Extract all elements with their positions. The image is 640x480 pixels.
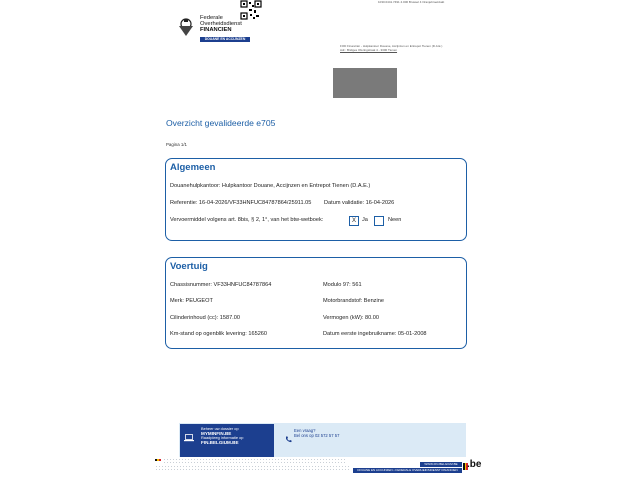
vermogen-field: Vermogen (kW): 80.00 xyxy=(323,315,379,321)
flag-mark xyxy=(155,459,161,461)
km-field: Km-stand op ogenblik levering: 165260 xyxy=(170,331,268,337)
address-line-1: FOD Financiën - Hulpkantoor Douane, Accijnzen en Entrepot Tienen (D.A.E.) xyxy=(340,44,443,48)
top-right-text: 1030.0441.7491 4.000 Brussel 4 Oranjebroekzakt xyxy=(378,0,445,4)
agency-banner xyxy=(200,37,250,42)
section-algemeen xyxy=(165,158,467,241)
agency-line-1: Federale xyxy=(200,15,223,21)
footer-dot-pattern-2 xyxy=(155,465,351,471)
modulo-field: Modulo 97: 561 xyxy=(323,282,362,288)
url-bar[interactable] xyxy=(420,462,462,467)
section-title-voertuig: Voertuig xyxy=(170,261,208,272)
cilinder-field: Cilinderinhoud (cc): 1587.00 xyxy=(170,315,240,321)
redacted-block xyxy=(333,68,397,98)
myminfin-intro: Beheer uw dossier op xyxy=(201,426,239,431)
bottom-bar-label: DOUANE EN ACCIJNZEN • FEDERALE OVERHEIDSDIENST FINANCIEN xyxy=(357,468,458,472)
contact-phone[interactable]: Bel ons op 02 572 57 57 xyxy=(294,433,340,438)
datum-validatie-field: Datum validatie: 16-04-2026 xyxy=(324,200,395,206)
checkbox-ja-label: Ja xyxy=(362,217,368,223)
url-bar-label: WWW.FIN.BELGIUM.BE xyxy=(424,462,458,466)
footer-dot-pattern-1 xyxy=(163,458,345,464)
laptop-icon xyxy=(184,429,194,437)
agency-banner-label: DOUANE EN ACCIJNZEN xyxy=(204,37,246,41)
address-line-2: Adr.: Bridges Oferingstraat 4 - 3300 Tienen xyxy=(340,48,398,52)
page-indicator: Pagina 1/1 xyxy=(166,142,187,147)
finbelgium-link[interactable]: FIN.BELGIUM.BE xyxy=(201,439,239,445)
myminfin-box[interactable] xyxy=(180,424,274,457)
referentie-field: Referentie: 16-04-2026/VF33HNFUC84787864/25911.05 xyxy=(170,200,312,206)
checkbox-ja[interactable]: X xyxy=(349,216,359,226)
finbelgium-intro: Raadpleeg informatie op xyxy=(201,435,244,441)
contact-question: Een vraag? xyxy=(294,428,316,433)
contact-box xyxy=(283,424,433,457)
section-voertuig xyxy=(165,257,467,349)
be-logo xyxy=(463,459,482,473)
agency-line-3: FINANCIEN xyxy=(200,27,232,34)
phone-icon xyxy=(285,430,292,437)
document-title: Overzicht gevalideerde e705 xyxy=(166,118,276,128)
vervoermiddel-label: Vervoermiddel volgens art. 8bis, § 2, 1°, van het btw-wetboek: xyxy=(170,217,324,223)
bottom-bar xyxy=(353,468,462,473)
chassis-field: Chassisnummer: VF33HNFUC84787864 xyxy=(170,282,272,288)
section-title-algemeen: Algemeen xyxy=(170,162,216,173)
belgian-crest-logo xyxy=(175,16,197,38)
merk-field: Merk: PEUGEOT xyxy=(170,298,213,304)
checkbox-neen[interactable] xyxy=(374,216,384,226)
office-field: Douanehulpkantoor: Hulpkantoor Douane, Accijnzen en Entrepot Tienen (D.A.E.) xyxy=(170,183,371,189)
be-logo-text: .be xyxy=(467,459,482,470)
qr-code xyxy=(240,0,262,20)
myminfin-link[interactable]: MYMINFIN.BE xyxy=(201,430,232,436)
ingebruikname-field: Datum eerste ingebruikname: 05-01-2008 xyxy=(323,331,427,337)
checkbox-neen-label: Neen xyxy=(388,217,402,223)
agency-line-2: Overheidsdienst xyxy=(200,21,242,28)
brandstof-field: Motorbrandstof: Benzine xyxy=(323,298,384,304)
